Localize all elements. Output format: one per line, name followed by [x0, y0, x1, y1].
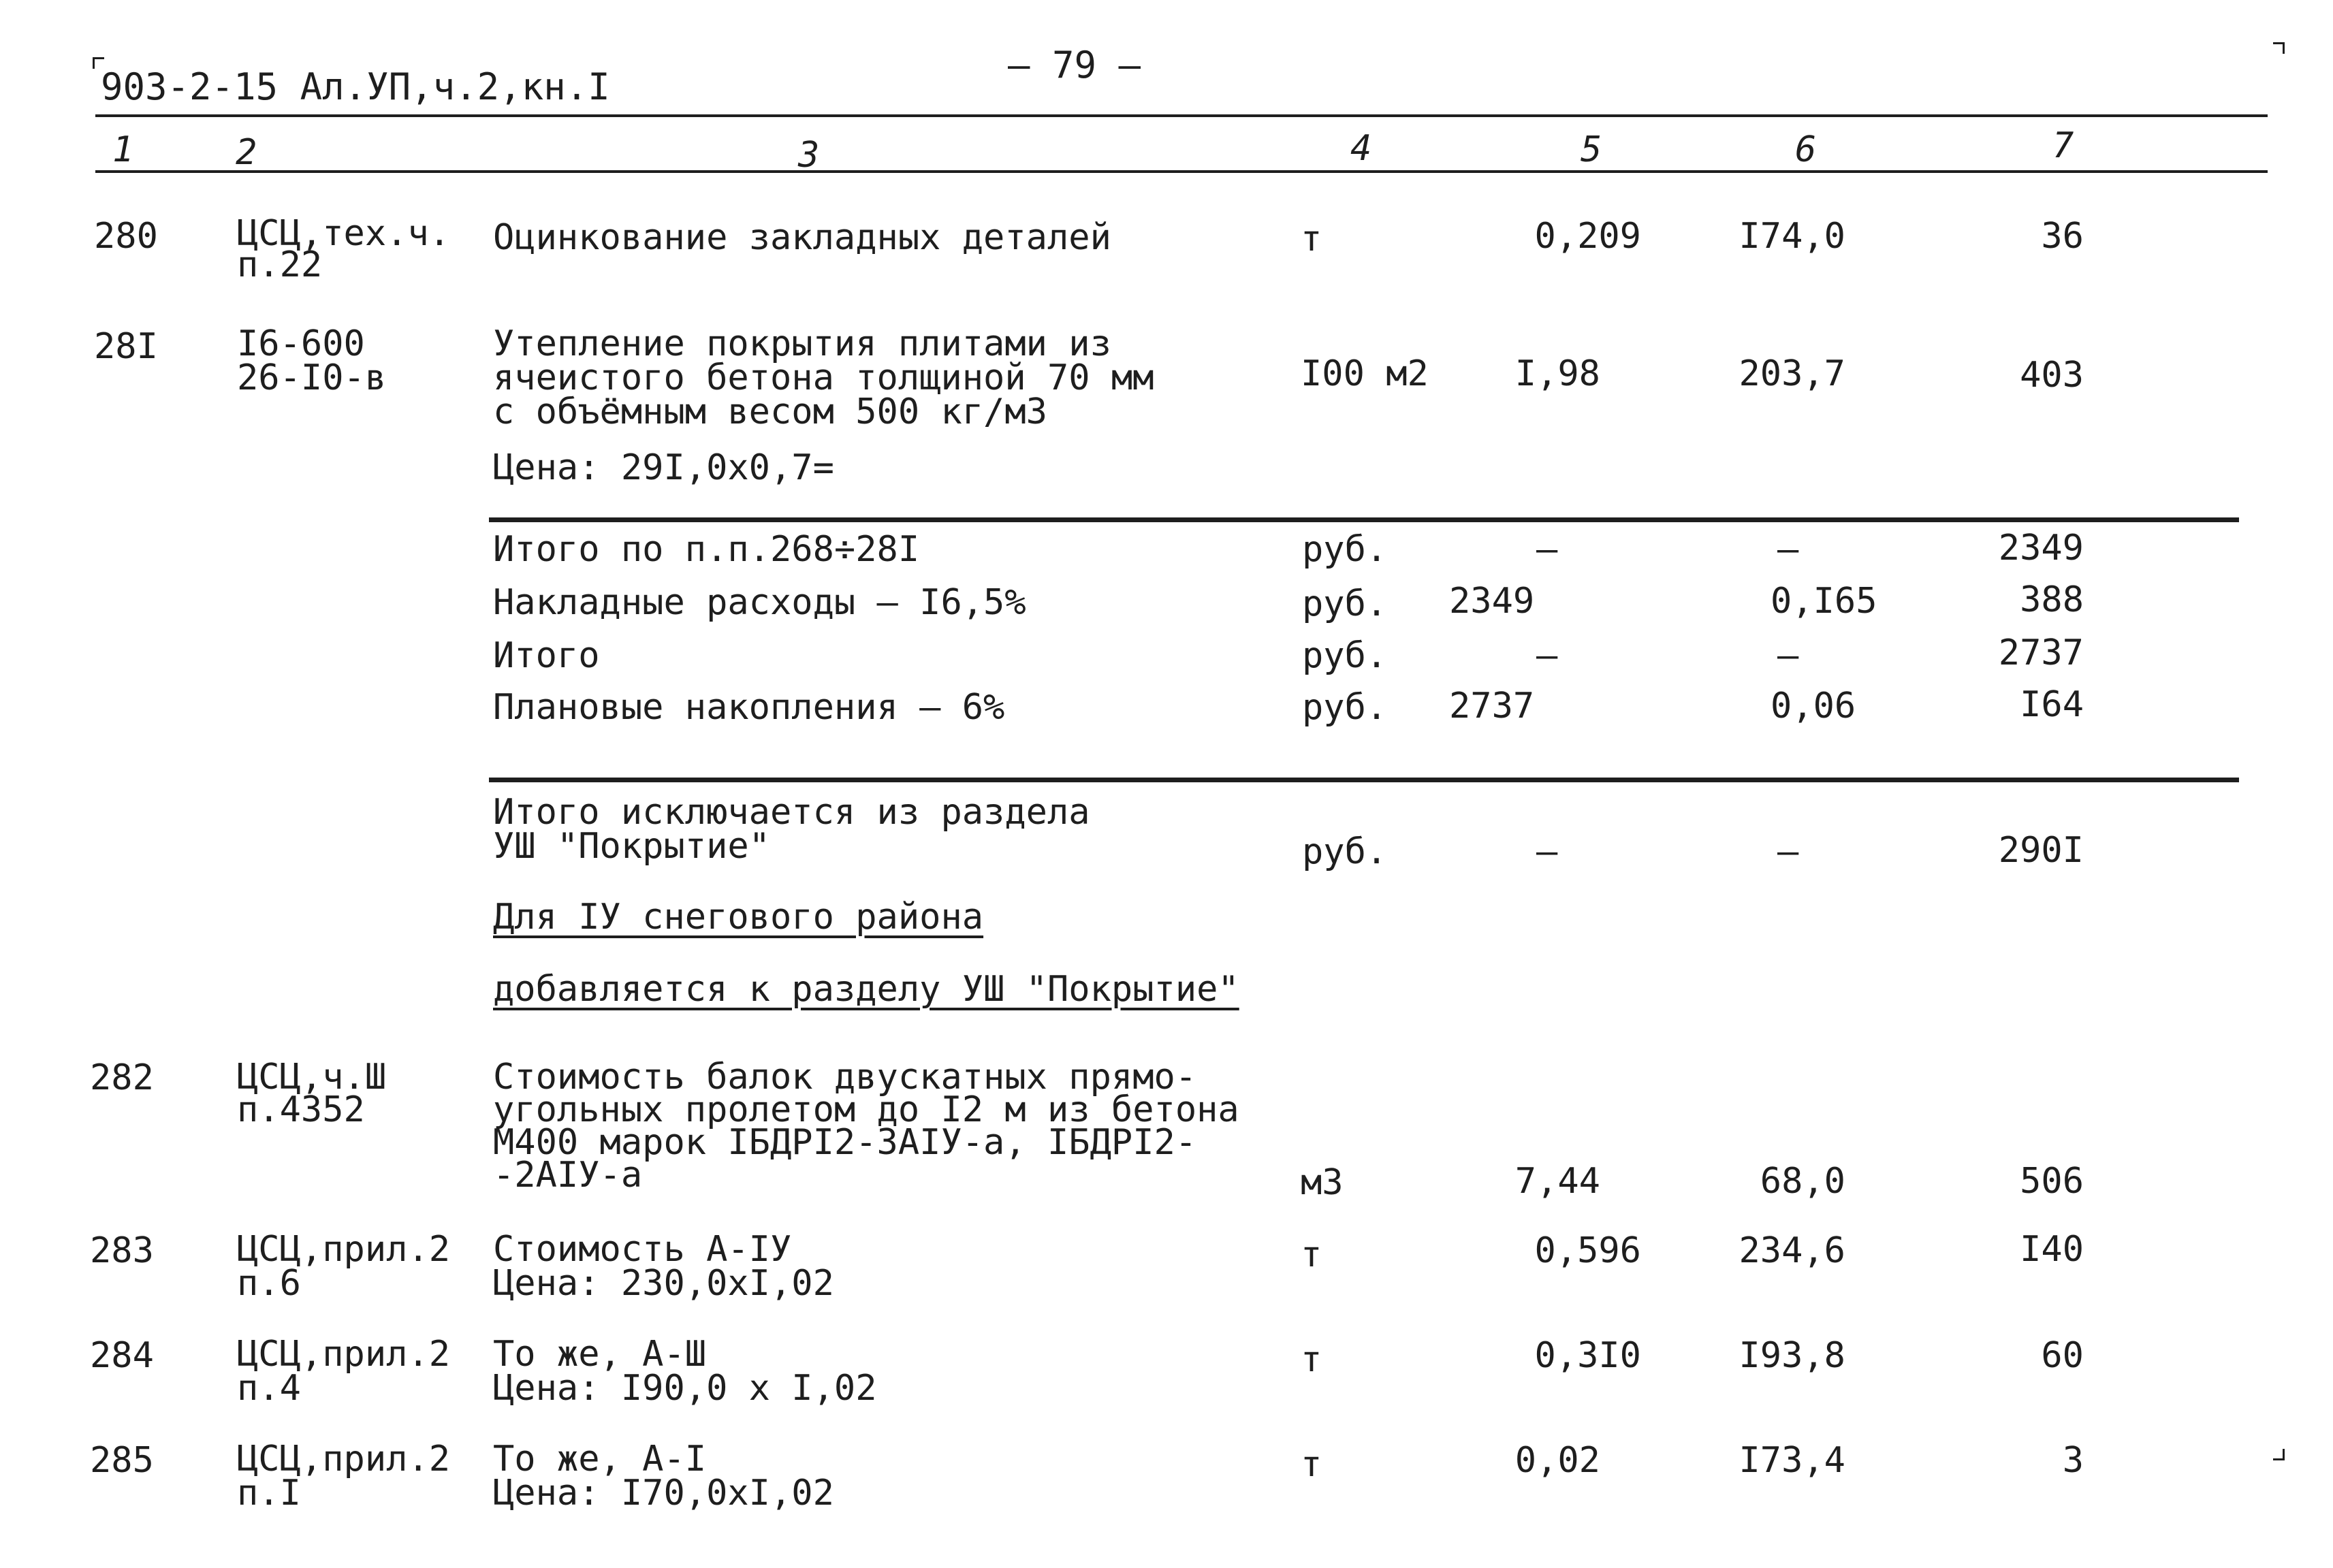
page-number: — 79 —: [1008, 44, 1141, 86]
summary-rule-1: [489, 517, 2239, 522]
column-header-6: 6: [1795, 129, 1817, 170]
summary-base: –: [1536, 831, 1558, 872]
summary-label: Плановые накопления – 6%: [493, 687, 1005, 728]
row-number: 285: [90, 1440, 154, 1481]
row-number: 282: [90, 1057, 154, 1098]
summary-total: 2349: [1998, 528, 2084, 569]
section-heading-line-2: добавляется к разделу УШ "Покрытие": [493, 969, 1239, 1010]
header-bottom-rule: [95, 170, 2268, 173]
row-number: 284: [90, 1335, 154, 1376]
row-quantity: I,98: [1514, 353, 1600, 394]
row-total: I40: [2020, 1229, 2084, 1270]
row-unit: т: [1301, 1234, 1322, 1275]
row-unit: т: [1301, 1339, 1322, 1380]
summary-base: –: [1536, 635, 1558, 676]
row-number: 283: [90, 1230, 154, 1271]
row-description: Стоимость балок двускатных прямо- угольных пролетом до I2 м из бетона М400 марок IБДРI2-3АIУ-а, IБДРI2- -2АIУ-а: [493, 1057, 1239, 1196]
summary-unit: руб.: [1302, 831, 1388, 872]
row-number: 280: [94, 216, 158, 257]
row-basis: ЦСЦ,прил.2 п.4: [237, 1334, 451, 1409]
summary-rate: –: [1777, 831, 1799, 872]
row-unit-price: 234,6: [1739, 1230, 1845, 1271]
summary-label: Итого исключается из раздела УШ "Покрытие": [493, 792, 1090, 867]
row-unit-price: I74,0: [1739, 216, 1845, 257]
row-basis: ЦСЦ,прил.2 п.I: [237, 1439, 451, 1514]
row-description: Оцинкование закладных деталей: [493, 217, 1111, 258]
summary-base: 2737: [1449, 686, 1535, 726]
row-total: 506: [2020, 1161, 2084, 1202]
row-quantity: 0,02: [1514, 1440, 1600, 1481]
row-description: То же, А-Ш Цена: I90,0 х I,02: [493, 1334, 877, 1409]
summary-unit: руб.: [1302, 687, 1388, 728]
summary-total: I64: [2020, 684, 2084, 725]
row-unit: м3: [1301, 1162, 1344, 1203]
row-description: То же, А-I Цена: I70,0хI,02: [493, 1439, 834, 1514]
summary-unit: руб.: [1302, 529, 1388, 570]
summary-label: Накладные расходы – I6,5%: [493, 582, 1026, 623]
row-quantity: 0,596: [1534, 1230, 1641, 1271]
summary-rate: 0,06: [1771, 686, 1856, 726]
summary-unit: руб.: [1302, 583, 1388, 624]
header-top-rule: [95, 114, 2268, 117]
column-header-3: 3: [798, 135, 820, 176]
row-total: 60: [2041, 1335, 2084, 1376]
row-unit: I00 м2: [1301, 353, 1429, 394]
row-number: 28I: [94, 326, 158, 367]
row-description: Стоимость А-IУ Цена: 230,0хI,02: [493, 1229, 834, 1304]
row-basis: ЦСЦ,прил.2 п.6: [237, 1229, 451, 1304]
summary-base: 2349: [1449, 581, 1535, 622]
section-heading-line-1: Для IУ снегового района: [493, 897, 984, 938]
summary-unit: руб.: [1302, 635, 1388, 676]
row-unit-price: I93,8: [1739, 1335, 1845, 1376]
column-header-7: 7: [2052, 125, 2074, 166]
row-description: Утепление покрытия плитами из ячеистого бетона толщиной 70 мм с объёмным весом 500 кг/м3: [493, 323, 1154, 432]
column-header-1: 1: [112, 129, 134, 170]
row-unit: т: [1301, 219, 1322, 259]
document-code: 903-2-15 Ал.УП,ч.2,кн.I: [101, 65, 610, 108]
row-unit-price: 203,7: [1739, 353, 1845, 394]
row-total: 403: [2020, 355, 2084, 396]
row-quantity: 0,3I0: [1534, 1335, 1641, 1376]
corner-mark-right: [2273, 1449, 2285, 1460]
column-header-5: 5: [1581, 129, 1602, 170]
row-total: 36: [2041, 216, 2084, 257]
summary-total: 2737: [1998, 633, 2084, 673]
column-header-4: 4: [1350, 128, 1372, 169]
summary-rate: –: [1777, 529, 1799, 570]
row-unit-price: I73,4: [1739, 1440, 1845, 1481]
corner-mark-top-right: [2273, 42, 2285, 54]
summary-rule-2: [489, 778, 2239, 782]
summary-rate: 0,I65: [1771, 581, 1877, 622]
summary-total: 290I: [1998, 830, 2084, 871]
row-basis: I6-600 26-I0-в: [237, 323, 387, 398]
row-quantity: 7,44: [1514, 1161, 1600, 1202]
row-quantity: 0,209: [1534, 216, 1641, 257]
summary-label: Итого: [493, 635, 600, 676]
column-header-2: 2: [236, 132, 257, 173]
row-unit: т: [1301, 1444, 1322, 1485]
row-price-note: Цена: 29I,0х0,7=: [493, 447, 834, 488]
summary-rate: –: [1777, 635, 1799, 676]
row-total: 3: [2062, 1440, 2084, 1481]
summary-label: Итого по п.п.268÷28I: [493, 529, 920, 570]
summary-base: –: [1536, 529, 1558, 570]
row-basis: ЦСЦ,ч.Ш п.4352: [237, 1057, 387, 1130]
row-basis: ЦСЦ,тех.ч. п.22: [237, 213, 451, 285]
summary-total: 388: [2020, 579, 2084, 620]
row-unit-price: 68,0: [1760, 1161, 1845, 1202]
